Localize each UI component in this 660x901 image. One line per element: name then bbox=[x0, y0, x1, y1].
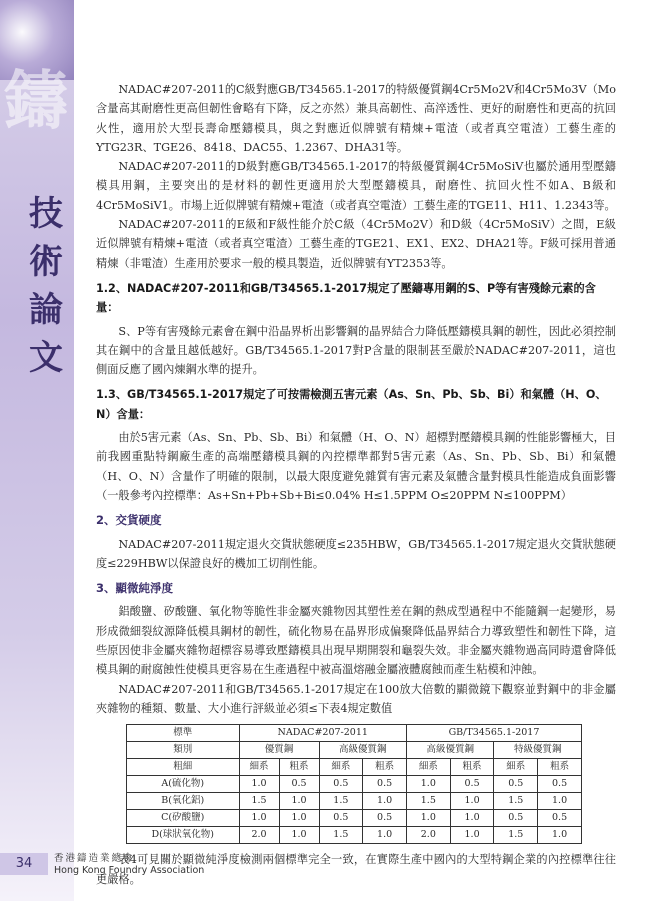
section-title-char: 論 bbox=[29, 290, 63, 330]
table-row bbox=[127, 793, 582, 810]
table-cell: 1.0 bbox=[406, 810, 450, 827]
sidebar-watermark: 鑄 bbox=[4, 64, 68, 139]
row-label: A(硫化物) bbox=[127, 776, 240, 793]
table-cell: 0.5 bbox=[494, 810, 538, 827]
inclusion-table bbox=[126, 724, 582, 844]
table-cell: 2.0 bbox=[406, 827, 450, 844]
table-cell: 1.5 bbox=[239, 793, 279, 810]
table-cell: 1.0 bbox=[450, 810, 494, 827]
row-label: B(氧化鋁) bbox=[127, 793, 240, 810]
table-cell: 1.5 bbox=[494, 793, 538, 810]
table-cell: 1.0 bbox=[279, 793, 319, 810]
sidebar-decoration bbox=[0, 0, 74, 901]
paragraph: 表4可見關於顯微純淨度檢測兩個標準完全一致，在實際生產中國內的大型特鋼企業的內控標準往往更嚴格。 bbox=[96, 853, 616, 886]
association-name-en: Hong Kong Foundry Association bbox=[54, 865, 205, 876]
table-cell: 0.5 bbox=[538, 810, 582, 827]
table-cell: 0.5 bbox=[538, 776, 582, 793]
table-header: 細系 bbox=[319, 759, 363, 776]
table-header: NADAC#207-2011 bbox=[239, 725, 406, 742]
table-row bbox=[127, 776, 582, 793]
section-heading: 2、交貨硬度 bbox=[96, 513, 162, 528]
table-cell: 1.0 bbox=[450, 827, 494, 844]
table-header: 粗系 bbox=[279, 759, 319, 776]
paragraph: NADAC#207-2011的E級和F級性能介於C級（4Cr5Mo2V）和D級（4Cr5MoSiV）之間，E級近似牌號有精煉+電渣（或者真空電渣）工藝生產的TGE21、EX1、EX2、DHA21等。F級可採用普通精煉（非電渣）生產用於要求一般的模具製造，近似牌號有YT2353等。 bbox=[96, 218, 616, 270]
paragraph: S、P等有害殘餘元素會在鋼中沿晶界析出影響鋼的晶界結合力降低壓鑄模具鋼的韌性，因此必須控制其在鋼中的含量且越低越好。GB/T34565.1-2017對P含量的限制甚至嚴於NADAC#207-2011，這也側面反應了國內煉鋼水準的提升。 bbox=[96, 324, 616, 377]
table-cell: 0.5 bbox=[494, 776, 538, 793]
table-header: 細系 bbox=[494, 759, 538, 776]
table-cell: 1.0 bbox=[406, 776, 450, 793]
paragraph: NADAC#207-2011規定退火交貨狀態硬度≤235HBW，GB/T34565.1-2017規定退火交貨狀態硬度≤229HBW以保證良好的機加工切削性能。 bbox=[96, 537, 616, 570]
table-header: 粗系 bbox=[538, 759, 582, 776]
article-body bbox=[96, 80, 616, 889]
table-header: 標準 bbox=[127, 725, 240, 742]
table-cell: 1.0 bbox=[450, 793, 494, 810]
table-cell: 0.5 bbox=[363, 810, 407, 827]
table-row bbox=[127, 810, 582, 827]
paragraph: NADAC#207-2011和GB/T34565.1-2017規定在100放大倍數的顯微鏡下觀察並對鋼中的非金屬夾雜物的種類、數量、大小進行評級並必須≤下表4規定數值 bbox=[96, 682, 616, 715]
table-cell: 1.5 bbox=[494, 827, 538, 844]
section-title-char: 技 bbox=[29, 194, 63, 234]
page-number: 34 bbox=[0, 853, 48, 875]
table-header: 細系 bbox=[239, 759, 279, 776]
table-header: 高級優質鋼 bbox=[319, 742, 406, 759]
paragraph: NADAC#207-2011的C級對應GB/T34565.1-2017的特級優質鋼4Cr5Mo2V和4Cr5Mo3V（Mo含量高其耐磨性更高但韌性會略有下降，反之亦然）兼具高韌性、高淬透性、更好的耐磨性和更高的抗回火性，適用於大型長壽命壓鑄模具，與之對應近似牌號有精煉+電渣（或者真空電渣）工藝生產的YTG23R、TGE26、8418、DAC55、1.2367、DHA31等。 bbox=[96, 83, 616, 154]
table-header: 特級優質鋼 bbox=[494, 742, 582, 759]
row-label: D(球狀氧化物) bbox=[127, 827, 240, 844]
table-cell: 1.0 bbox=[363, 793, 407, 810]
page-footer bbox=[0, 843, 660, 883]
table-cell: 1.0 bbox=[239, 776, 279, 793]
paragraph: NADAC#207-2011的D級對應GB/T34565.1-2017的特級優質鋼4Cr5MoSiV也屬於通用型壓鑄模具用鋼，主要突出的是材料的韌性更適用於大型壓鑄模具，耐磨性、抗回火性不如A、B級和4Cr5MoSiV1。市場上近似牌號有精煉+電渣（或者真空電渣）工藝生產的TGE11、H11、1.2343等。 bbox=[96, 160, 616, 212]
table-header: GB/T34565.1-2017 bbox=[406, 725, 581, 742]
table-cell: 0.5 bbox=[450, 776, 494, 793]
table-cell: 0.5 bbox=[319, 776, 363, 793]
subsection-heading: 1.3、GB/T34565.1-2017規定了可按需檢測五害元素（As、Sn、Pb、Sb、Bi）和氣體（H、O、N）含量： bbox=[96, 388, 607, 421]
table-cell: 1.0 bbox=[538, 793, 582, 810]
table-cell: 0.5 bbox=[363, 776, 407, 793]
table-cell: 1.0 bbox=[538, 827, 582, 844]
paragraph: 由於5害元素（As、Sn、Pb、Sb、Bi）和氣體（H、O、N）超標對壓鑄模具鋼的性能影響極大，目前我國重點特鋼廠生產的高端壓鑄模具鋼的內控標準都對5害元素（As、Sn、Pb、Sb、Bi）和氣體（H、O、N）含量作了明確的限制，以最大限度避免雜質有害元素及氣體含量對模具性能造成負面影響（一般參考內控標準：As+Sn+Pb+Sb+Bi≤0.04% H≤1.5PPM O≤20PPM N≤100PPM） bbox=[96, 431, 616, 502]
table-cell: 0.5 bbox=[279, 776, 319, 793]
paragraph: 鋁酸鹽、矽酸鹽、氧化物等脆性非金屬夾雜物因其塑性差在鋼的熱成型過程中不能隨鋼一起變形，易形成微細裂紋源降低模具鋼材的韌性，硫化物易在晶界形成偏聚降低晶界結合力導致塑性和韌性下降，這些原因使非金屬夾雜物超標容易導致壓鑄模具出現早期開裂和龜裂失效。非金屬夾雜物過高同時還會降低模具鋼的耐腐蝕性使模具更容易在生產過程中被高溫熔融金屬液體腐蝕而產生粘模和沖蝕。 bbox=[96, 605, 616, 677]
table-header: 優質鋼 bbox=[239, 742, 319, 759]
table-header: 類別 bbox=[127, 742, 240, 759]
section-heading: 3、顯微純淨度 bbox=[96, 581, 174, 596]
association-name-cn: 香港鑄造業總會 bbox=[54, 853, 135, 864]
table-header: 粗系 bbox=[363, 759, 407, 776]
association-logo bbox=[54, 853, 204, 877]
table-cell: 1.0 bbox=[239, 810, 279, 827]
section-title-char: 術 bbox=[29, 242, 63, 282]
table-header: 粗系 bbox=[450, 759, 494, 776]
table-cell: 1.0 bbox=[363, 827, 407, 844]
table-cell: 0.5 bbox=[319, 810, 363, 827]
table-cell: 1.0 bbox=[279, 827, 319, 844]
table-header: 高級優質鋼 bbox=[406, 742, 493, 759]
subsection-heading: 1.2、NADAC#207-2011和GB/T34565.1-2017規定了壓鑄專用鋼的S、P等有害殘餘元素的含量： bbox=[96, 281, 596, 315]
table-cell: 1.5 bbox=[406, 793, 450, 810]
section-title-char: 文 bbox=[29, 338, 63, 378]
table-header: 粗細 bbox=[127, 759, 240, 776]
section-title bbox=[26, 190, 66, 382]
table-cell: 2.0 bbox=[239, 827, 279, 844]
table-cell: 1.5 bbox=[319, 793, 363, 810]
table-cell: 1.0 bbox=[279, 810, 319, 827]
table-header: 細系 bbox=[406, 759, 450, 776]
table-cell: 1.5 bbox=[319, 827, 363, 844]
row-label: C(矽酸鹽) bbox=[127, 810, 240, 827]
table-row bbox=[127, 827, 582, 844]
